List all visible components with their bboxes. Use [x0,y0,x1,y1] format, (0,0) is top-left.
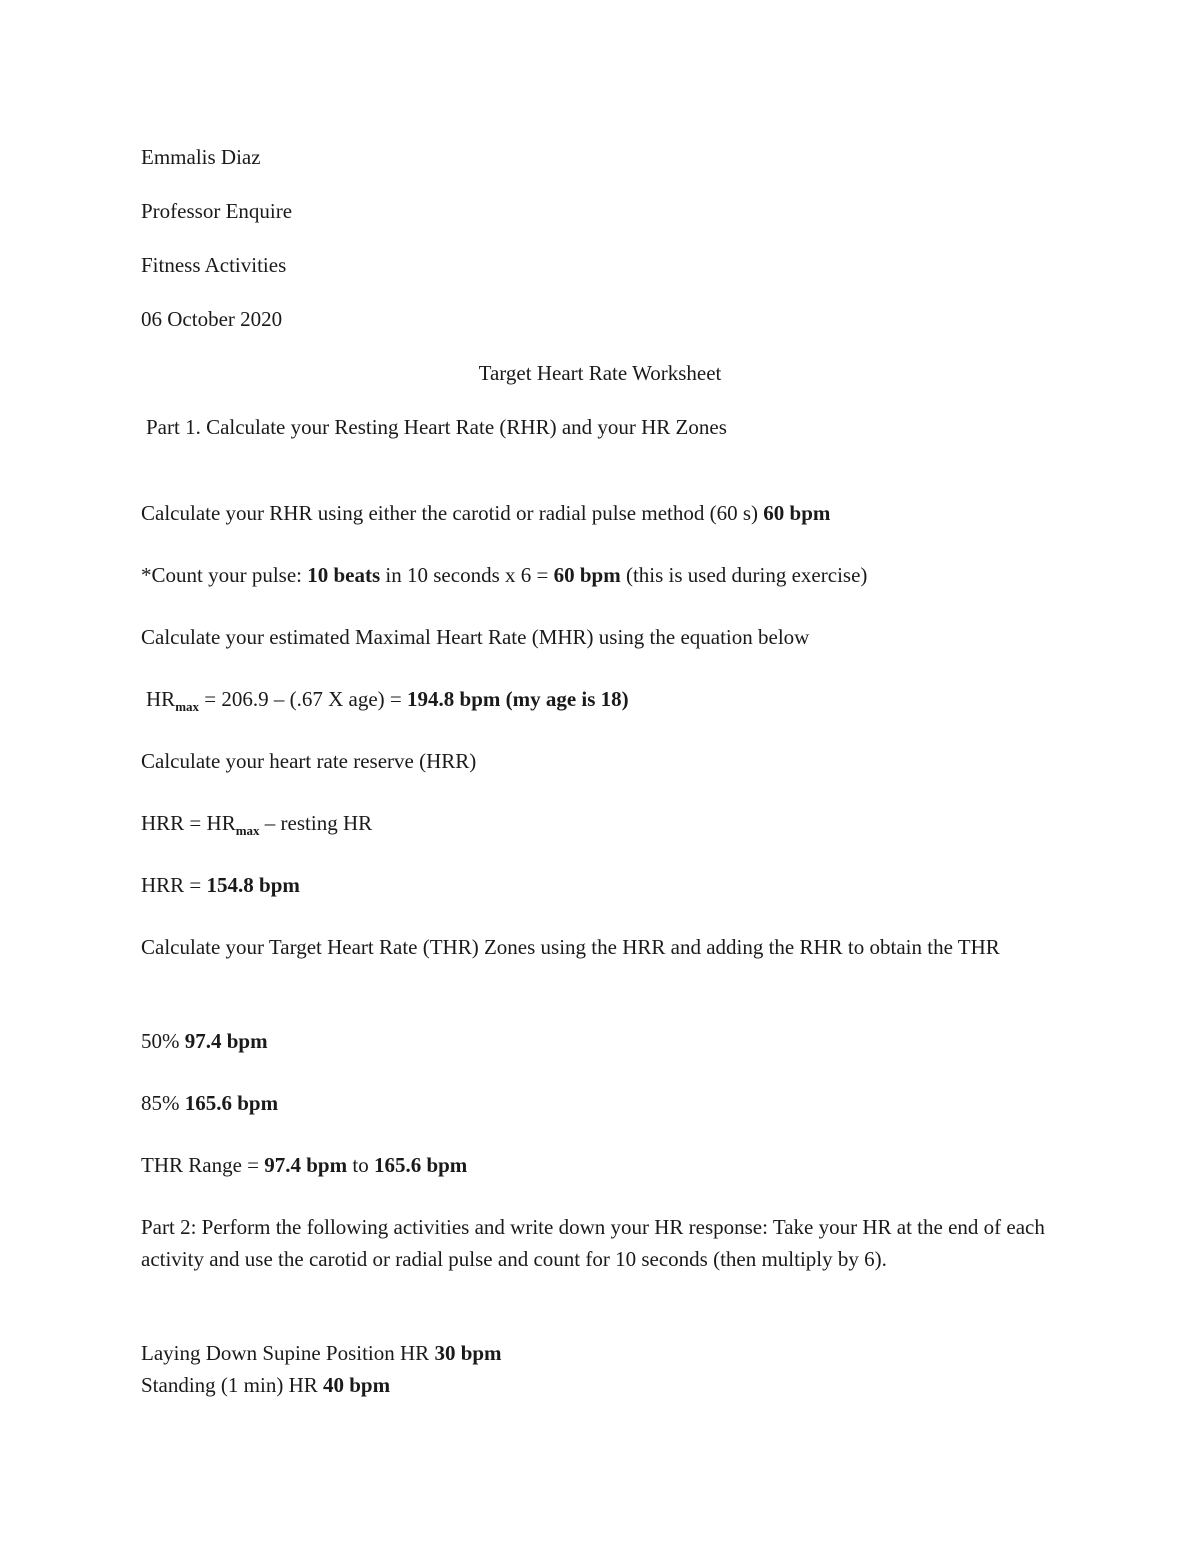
count-mid: in 10 seconds x 6 = [380,563,554,587]
rhr-prompt: Calculate your RHR using either the carotid or radial pulse method (60 s) [141,501,764,525]
zone-50-label: 50% [141,1029,185,1053]
rhr-line [141,497,830,529]
activity-value: 40 bpm [323,1373,391,1397]
activity-label: Laying Down Supine Position HR [141,1341,435,1365]
document-date: 06 October 2020 [141,307,283,331]
hrr-formula-suffix: – resting HR [259,811,373,835]
count-prefix: *Count your pulse: [141,563,308,587]
activity-value: 30 bpm [434,1341,502,1365]
range-mid: to [347,1153,374,1177]
part1-heading: Part 1. Calculate your Resting Heart Rate (RHR) and your HR Zones [146,415,727,439]
hrmax-eq: = 206.9 – (.67 X age) = [199,687,408,711]
hrr-formula-subscript: max [235,823,260,838]
range-low: 97.4 bpm [264,1153,348,1177]
professor-name: Professor Enquire [141,199,293,223]
mhr-prompt: Calculate your estimated Maximal Heart Rate (MHR) using the equation below [141,625,810,649]
activity-standing [141,1369,390,1401]
part2-instructions: Part 2: Perform the following activities and write down your HR response: Take your HR at the end of each activity and use the carotid or radial pulse and count for 10 seconds (then multiply by 6). [141,1215,1045,1271]
zone-50-value: 97.4 bpm [184,1029,268,1053]
course-name: Fitness Activities [141,253,287,277]
count-result: 60 bpm [553,563,621,587]
rhr-value: 60 bpm [763,501,831,525]
count-beats: 10 beats [307,563,381,587]
hrr-result [141,869,300,901]
hrr-result-prefix: HRR = [141,873,207,897]
range-high: 165.6 bpm [373,1153,468,1177]
count-suffix: (this is used during exercise) [620,563,868,587]
hrmax-result: 194.8 bpm (my age is 18) [407,687,629,711]
activity-label: Standing (1 min) HR [141,1373,323,1397]
student-name: Emmalis Diaz [141,145,261,169]
thr-range-line [141,1149,467,1181]
hrr-prompt: Calculate your heart rate reserve (HRR) [141,749,477,773]
hrr-formula-prefix: HRR = HR [141,811,236,835]
range-prefix: THR Range = [141,1153,265,1177]
hrr-result-value: 154.8 bpm [206,873,300,897]
hrmax-equation [146,683,629,715]
hrr-formula [141,807,372,839]
zone-85-value: 165.6 bpm [184,1091,279,1115]
hrmax-subscript: max [175,699,200,714]
thr-prompt: Calculate your Target Heart Rate (THR) Zones using the HRR and adding the RHR to obtain the THR [141,935,1000,959]
activity-supine [141,1337,502,1369]
document-title: Target Heart Rate Worksheet [478,361,722,385]
hrmax-hr: HR [146,687,176,711]
zone-85-label: 85% [141,1091,185,1115]
zone-85-line [141,1087,278,1119]
pulse-count-line [141,559,867,591]
zone-50-line [141,1025,268,1057]
